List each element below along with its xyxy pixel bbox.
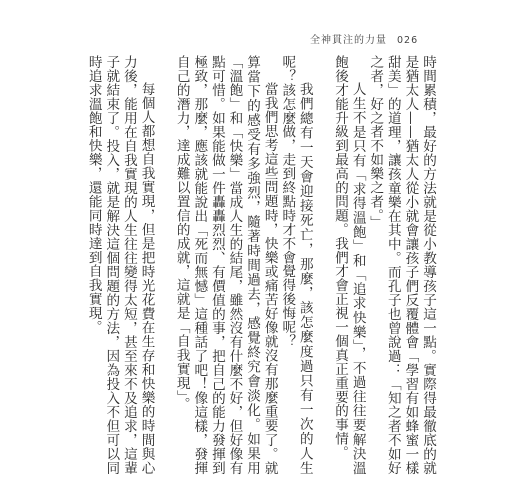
paragraph-2: 人生不是只有「求得溫飽」和「追求快樂」，不過往往要解決溫飽後才能升級到最高的問題。我們才會正視一個真正重要的事情。 <box>332 55 366 475</box>
paragraph-1: 時間累積，最好的方法就是從小教導孩子這一點。實際得最徹底的就是猶太人——猶太人從小就會讓孩子們反覆體會「學習有如蜂蜜一樣甜美」的道理，讓孩童樂在其中。而孔子也曾說過：「知之者不如好之者，好之者不如樂之者。」 <box>367 55 436 475</box>
running-header <box>310 31 418 46</box>
page-number: 026 <box>397 35 419 46</box>
body-text <box>85 55 436 475</box>
paragraph-4: 當我們思考這些問題時，快樂或痛苦好像就沒有那麼重要了。就算當下的感受有多強烈，隨著時間過去，感覺終究會淡化。如果用「溫飽」和「快樂」當成人生的結尾，雖然沒有什麼不好，但好像有點可惜。如果能做一件轟轟烈烈、有價值的事，把自己的能力發揮到極致，那麼，應該就能說出「死而無憾」這種話了吧！像這樣，發揮自己的潛力，達成難以置信的成就，這就是「自我實現」。 <box>173 55 278 475</box>
book-title: 全神貫注的力量 <box>310 35 387 46</box>
paragraph-3: 我們總有一天會迎接死亡，那麼，該怎麼度過只有一次的人生呢？該怎麼做，走到終點時才不會覺得後悔呢？ <box>279 55 313 475</box>
paragraph-5: 每個人都想自我實現，但是把時光花費在生存和快樂的時間與心力後，能用在自我實現的人生往往變得太短，甚至來不及追求，這輩子就結束了。投入，就是解決這個問題的方法，因為投入不但可以同時追求溫飽和快樂，還能同時達到自我實現。 <box>85 55 155 475</box>
